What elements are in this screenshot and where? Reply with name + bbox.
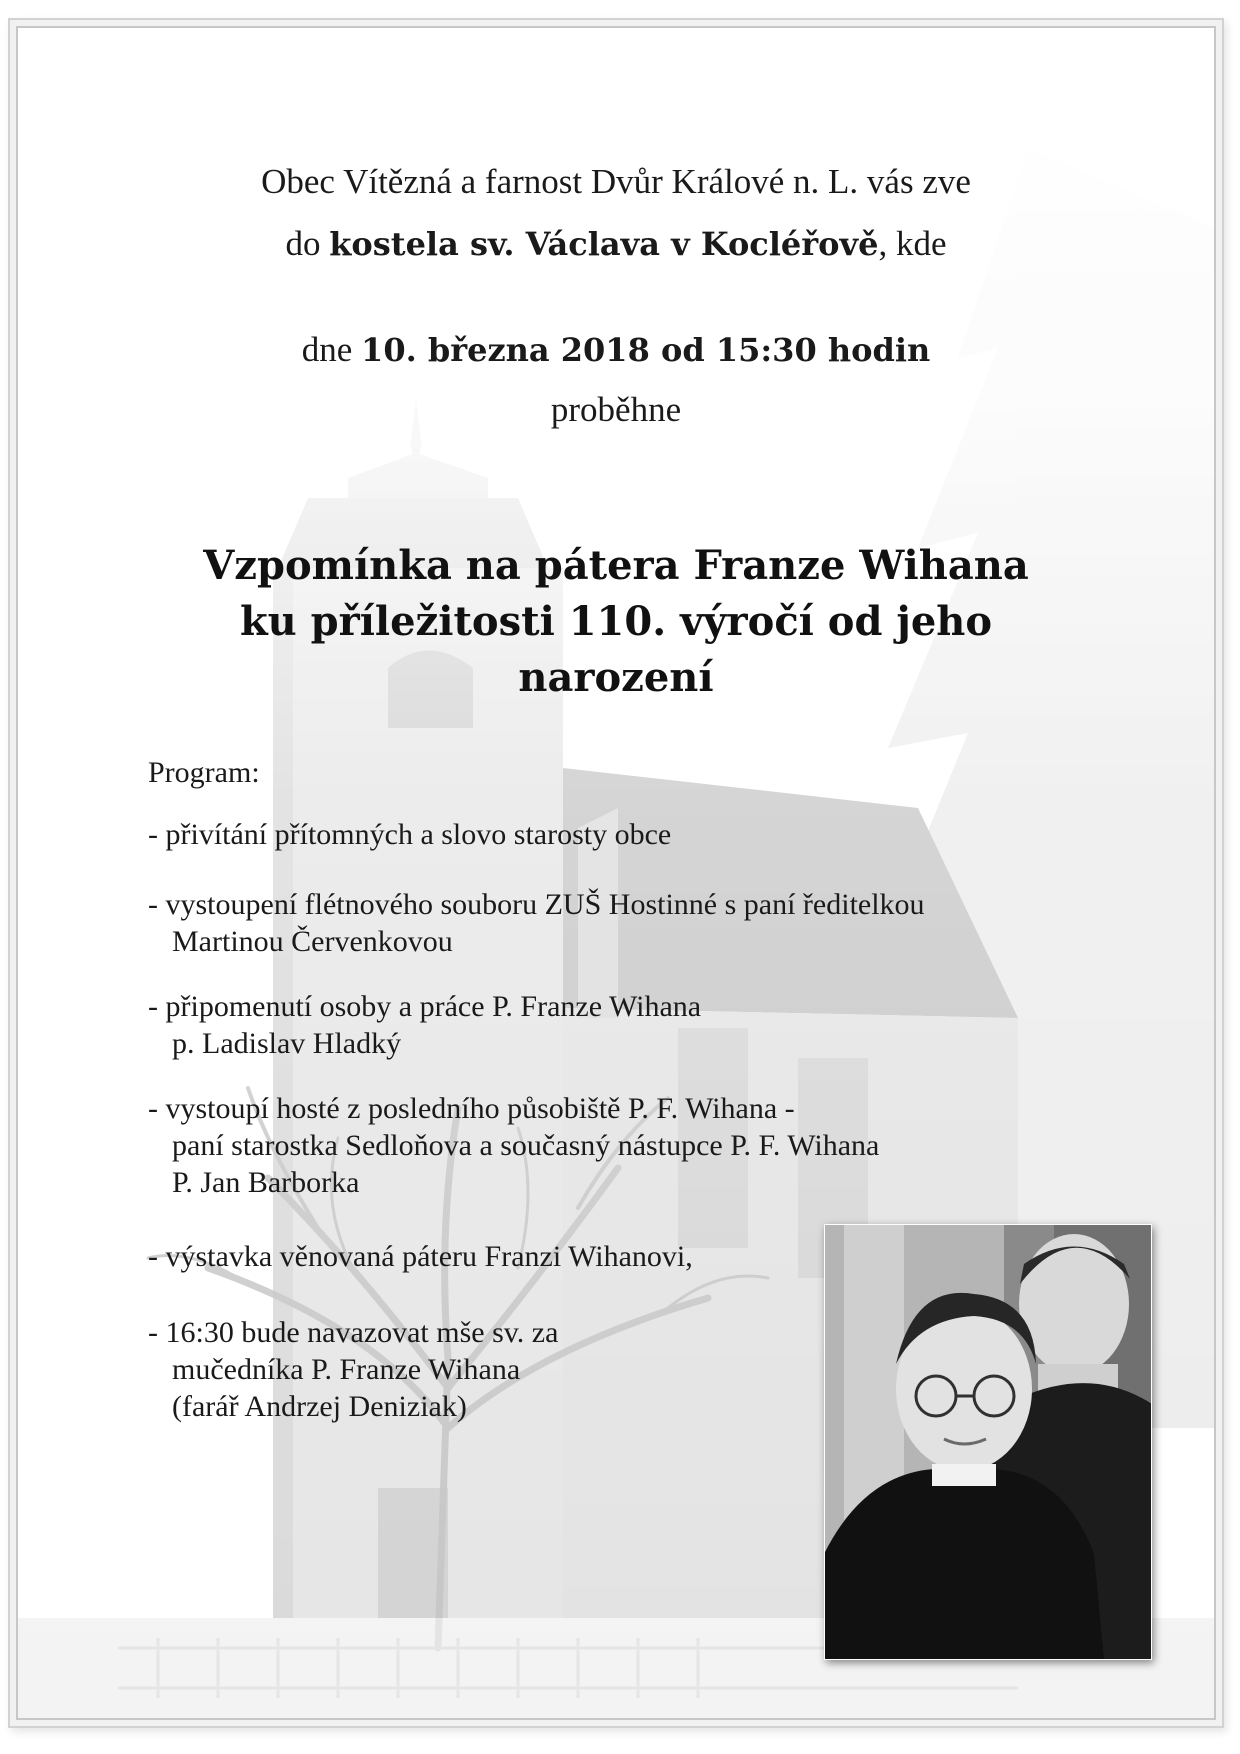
program-item-text: - výstavka věnovaná páteru Franzi Wihanovi, [148, 1240, 693, 1273]
program-item-subtext: P. Jan Barborka [172, 1166, 360, 1199]
program-item-subtext: Martinou Červenkovou [172, 925, 453, 958]
happens-line [18, 390, 1214, 430]
title-line-1: Vzpomínka na pátera Franze Wihana [203, 542, 1029, 589]
invitation-text: Obec Vítězná a farnost Dvůr Králové n. L. vás zve [261, 162, 971, 201]
poster-frame [16, 26, 1216, 1720]
program-item-text: - 16:30 bude navazovat mše sv. za [148, 1316, 559, 1349]
event-date-line [18, 330, 1214, 370]
program-item-1 [148, 816, 671, 853]
program-item-3 [148, 988, 701, 1062]
program-item-4 [148, 1090, 879, 1201]
program-item-2 [148, 886, 925, 960]
program-item-text: - vystoupí hosté z posledního působiště P. F. Wihana - [148, 1092, 795, 1125]
event-title [78, 538, 1154, 706]
program-item-text: - vystoupení flétnového souboru ZUŠ Hostinné s paní ředitelkou [148, 888, 925, 921]
program-item-text: - přivítání přítomných a slovo starosty obce [148, 818, 672, 851]
program-heading: Program: [148, 756, 260, 789]
program-item-5 [148, 1238, 693, 1275]
priest-photo [824, 1224, 1152, 1660]
date-prefix: dne [301, 330, 362, 369]
title-line-2: ku příležitosti 110. výročí od jeho [239, 598, 993, 645]
invitation-line-1 [18, 162, 1214, 202]
program-item-subtext: (farář Andrzej Deniziak) [172, 1390, 467, 1423]
event-date: 10. března 2018 od 15:30 hodin [361, 331, 931, 369]
happens-text: proběhne [550, 390, 682, 429]
program-item-subtext: p. Ladislav Hladký [172, 1027, 402, 1060]
invitation-prefix: do [285, 224, 330, 263]
invitation-suffix: , kde [878, 224, 947, 263]
title-line-3: narození [518, 654, 714, 701]
program-item-text: - připomenutí osoby a práce P. Franze Wihana [148, 990, 702, 1023]
church-name: kostela sv. Václava v Kocléřově [329, 225, 879, 263]
program-item-subtext: paní starostka Sedloňova a současný nástupce P. F. Wihana [172, 1129, 880, 1162]
program-item-subtext: mučedníka P. Franze Wihana [172, 1353, 521, 1386]
invitation-line-2 [18, 224, 1214, 264]
program-item-6 [148, 1314, 558, 1425]
